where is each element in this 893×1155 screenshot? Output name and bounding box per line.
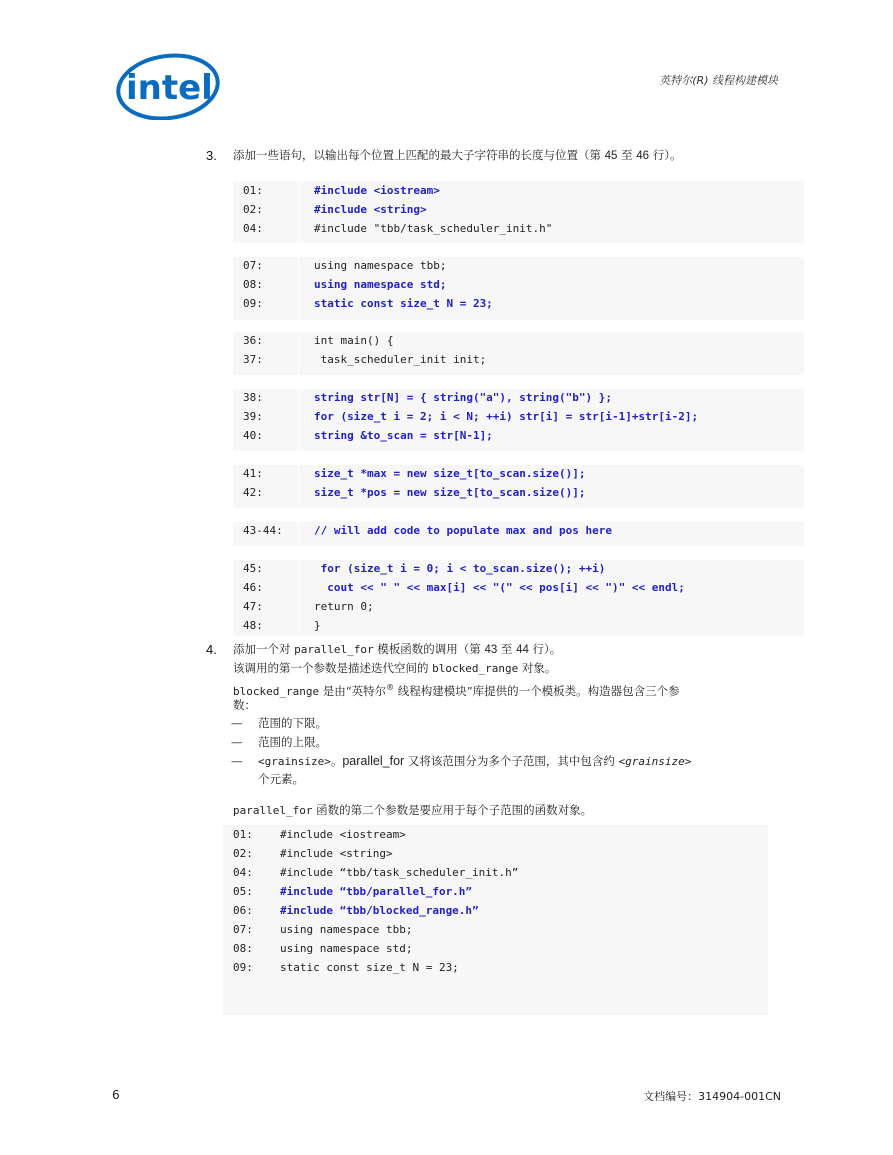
code-line-number: 47: — [243, 600, 263, 613]
code-line-number: 04: — [233, 866, 253, 879]
step-4-line-1: 添加一个对 parallel_for 模板函数的调用（第 43 至 44 行）。 — [233, 642, 562, 656]
code-line: #include “tbb/task_scheduler_init.h” — [280, 866, 519, 879]
code-line-number: 07: — [243, 259, 263, 272]
code-line-number: 01: — [243, 184, 263, 197]
code-line-number: 09: — [233, 961, 253, 974]
step-4-line-2: 该调用的第一个参数是描述迭代空间的 blocked_range 对象。 — [233, 661, 557, 675]
bullet-dash: — — [231, 754, 243, 768]
code-line-number: 02: — [233, 847, 253, 860]
header-title: 英特尔(R) 线程构建模块 — [659, 74, 778, 87]
code-line: #include "tbb/task_scheduler_init.h" — [314, 222, 553, 235]
bullet-2: 范围的上限。 — [258, 735, 327, 749]
code-line-number: 41: — [243, 467, 263, 480]
code-line-number: 01: — [233, 828, 253, 841]
step-3-text: 添加一些语句，以输出每个位置上匹配的最大子字符串的长度与位置（第 45 至 46 行）。 — [233, 148, 682, 162]
code-gap — [233, 320, 804, 332]
bullet-dash: — — [231, 735, 243, 749]
code-line: size_t *pos = new size_t[to_scan.size()]; — [314, 486, 586, 499]
code-line: #include <string> — [280, 847, 393, 860]
code-line-number: 08: — [243, 278, 263, 291]
bullet-3: <grainsize>。parallel_for 又将该范围分为多个子范围，其中包含约 <grainsize> — [258, 754, 692, 768]
code-line-number: 09: — [243, 297, 263, 310]
document-number: 文档编号：314904-001CN — [643, 1090, 781, 1103]
code-line: return 0; — [314, 600, 374, 613]
step-4-line-3: blocked_range 是由“英特尔® 线程构建模块”库提供的一个模板类。构造器包含三个参 — [233, 683, 680, 698]
code-line-number: 42: — [243, 486, 263, 499]
code-line-number: 48: — [243, 619, 263, 632]
code-line-number: 04: — [243, 222, 263, 235]
code-line-number: 46: — [243, 581, 263, 594]
code-gap — [233, 451, 804, 465]
page-number: 6 — [112, 1088, 120, 1102]
code-line: #include “tbb/blocked_range.h” — [280, 904, 479, 917]
code-line: string str[N] = { string("a"), string("b") }; — [314, 391, 613, 404]
code-line: #include <iostream> — [314, 184, 440, 197]
code-line: static const size_t N = 23; — [280, 961, 459, 974]
code-line: task_scheduler_init init; — [314, 353, 487, 366]
code-line: for (size_t i = 0; i < to_scan.size(); ++i) — [314, 562, 606, 575]
code-line: using namespace tbb; — [314, 259, 447, 272]
code-line: // will add code to populate max and pos here — [314, 524, 613, 537]
code-line-number: 38: — [243, 391, 263, 404]
intel-logo — [116, 50, 222, 120]
code-line-number: 07: — [233, 923, 253, 936]
code-gap — [233, 375, 804, 389]
step-4-line-4: 数： — [233, 698, 256, 712]
code-line: using namespace std; — [314, 278, 447, 291]
code-line-number: 02: — [243, 203, 263, 216]
code-line: #include <iostream> — [280, 828, 406, 841]
code-line: using namespace std; — [280, 942, 413, 955]
code-line-number: 05: — [233, 885, 253, 898]
bullet-dash: — — [231, 716, 243, 730]
code-gap — [233, 508, 804, 522]
step-3-number: 3. — [206, 148, 217, 163]
code-line: #include <string> — [314, 203, 427, 216]
code-line-number: 37: — [243, 353, 263, 366]
bullet-1: 范围的下限。 — [258, 716, 327, 730]
svg-text:intel: intel — [126, 68, 213, 108]
code-line-number: 39: — [243, 410, 263, 423]
step-4-para-2: parallel_for 函数的第二个参数是要应用于每个子范围的函数对象。 — [233, 803, 593, 817]
code-line: cout << " " << max[i] << "(" << pos[i] << ")" << endl; — [314, 581, 685, 594]
code-line-number: 40: — [243, 429, 263, 442]
code-line: for (size_t i = 2; i < N; ++i) str[i] = str[i-1]+str[i-2]; — [314, 410, 699, 423]
code-gap — [233, 546, 804, 560]
code-line: int main() { — [314, 334, 394, 347]
code-line-number: 06: — [233, 904, 253, 917]
code-line-number: 45: — [243, 562, 263, 575]
step-4-number: 4. — [206, 642, 217, 657]
code-line-number: 43-44: — [243, 524, 283, 537]
code-line: string &to_scan = str[N-1]; — [314, 429, 493, 442]
code-line-number: 36: — [243, 334, 263, 347]
code-line: size_t *max = new size_t[to_scan.size()]; — [314, 467, 586, 480]
bullet-3-cont: 个元素。 — [258, 772, 304, 786]
code-line-number: 08: — [233, 942, 253, 955]
code-line: } — [314, 619, 321, 632]
code-line: static const size_t N = 23; — [314, 297, 493, 310]
code-line: #include “tbb/parallel_for.h” — [280, 885, 473, 898]
code-gap — [233, 243, 804, 257]
code-line: using namespace tbb; — [280, 923, 413, 936]
